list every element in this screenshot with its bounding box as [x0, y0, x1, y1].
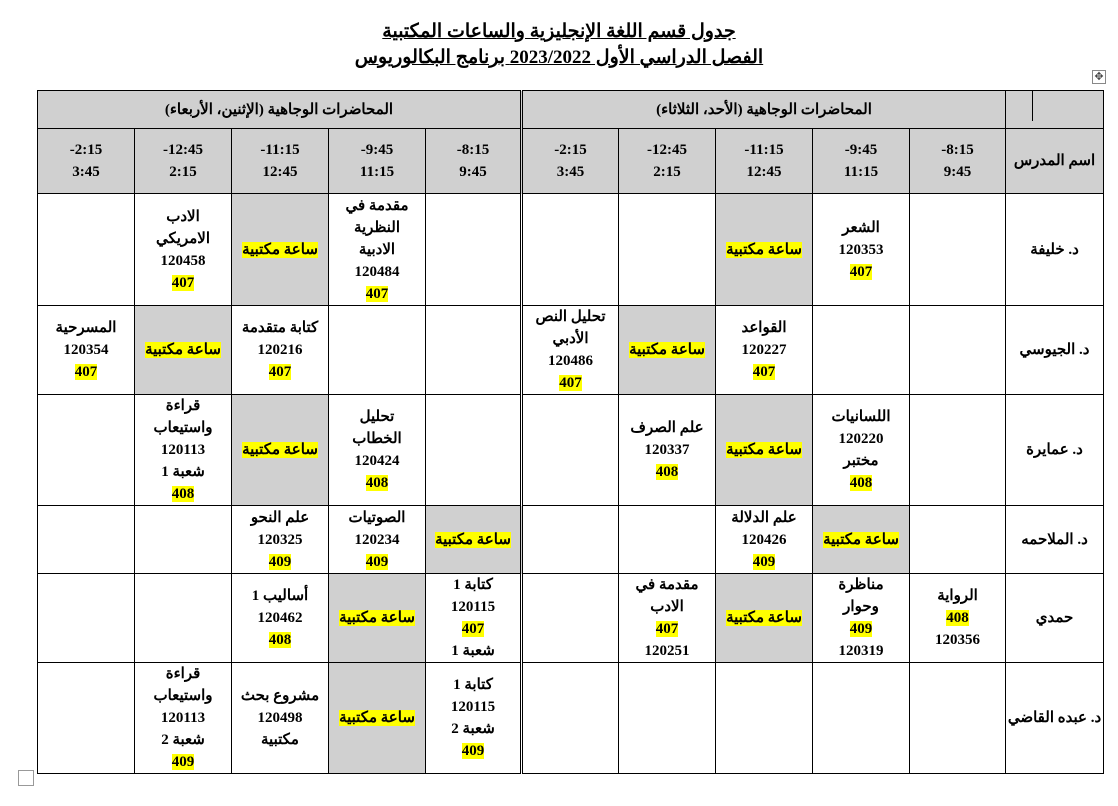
room-line	[329, 551, 425, 573]
room-number: 408	[171, 486, 195, 502]
teacher-name: د. خليفة	[1006, 194, 1104, 306]
empty-cell	[426, 194, 522, 306]
empty-cell	[522, 395, 619, 506]
course-line: كتابة 1	[453, 677, 493, 693]
room-line	[232, 551, 328, 573]
course-line: شعبة 2	[161, 732, 205, 748]
group-header-sun-tue: المحاضرات الوجاهية (الأحد، الثلاثاء)	[522, 91, 1006, 129]
time-slot-row	[38, 129, 1104, 194]
time-slot-start: 8:15-	[456, 142, 490, 158]
empty-cell	[910, 194, 1006, 306]
room-number: 409	[849, 621, 873, 637]
course-cell	[135, 395, 232, 506]
course-line: 120113	[160, 710, 206, 726]
course-line: 120353	[838, 241, 884, 258]
teacher-name: د. عبده القاضي	[1006, 663, 1104, 774]
room-number: 408	[268, 632, 292, 648]
empty-cell	[813, 306, 910, 395]
course-line: الادبية	[358, 241, 396, 258]
office-hour-label: ساعة مكتبية	[629, 342, 705, 358]
empty-cell	[619, 506, 716, 574]
course-line: القواعد	[741, 320, 787, 336]
course-line: 120325	[257, 531, 303, 548]
office-hour-cell	[135, 306, 232, 395]
room-line	[619, 461, 715, 483]
time-slot-end: 11:15	[843, 164, 879, 180]
course-line: تحليل النص	[535, 309, 606, 325]
course-cell	[522, 306, 619, 395]
course-cell	[329, 194, 426, 306]
course-line: 120458	[160, 252, 206, 269]
table-move-handle-icon[interactable]: ✥	[1092, 70, 1106, 84]
course-line: واستيعاب	[153, 420, 213, 436]
empty-cell	[38, 506, 135, 574]
course-line: الرواية	[937, 588, 978, 604]
time-slot-header	[619, 129, 716, 194]
room-number: 407	[461, 621, 485, 637]
time-slot-end: 2:15	[653, 164, 681, 180]
teacher-name: د. عمايرة	[1006, 395, 1104, 506]
schedule-table	[37, 90, 1104, 774]
time-slot-end: 2:15	[169, 164, 197, 180]
course-line: 120220	[838, 431, 884, 447]
room-line	[716, 551, 812, 573]
time-slot-header	[232, 129, 329, 194]
office-hour-label: ساعة مكتبية	[339, 610, 415, 626]
course-line: مقدمة في	[345, 197, 409, 214]
room-line	[135, 272, 231, 294]
time-slot-end: 12:45	[746, 164, 782, 180]
teacher-name: د. الملاحمه	[1006, 506, 1104, 574]
room-line	[426, 618, 520, 640]
empty-cell	[38, 663, 135, 774]
empty-cell	[619, 663, 716, 774]
table-row	[38, 506, 1104, 574]
teacher-name: د. الجيوسي	[1006, 306, 1104, 395]
time-slot-start: 2:15-	[69, 142, 103, 158]
office-hour-label: ساعة مكتبية	[435, 531, 511, 548]
course-line: 120484	[354, 263, 400, 280]
course-line: مختبر	[843, 453, 879, 469]
course-cell	[38, 306, 135, 395]
time-slot-start: 9:45-	[844, 142, 878, 158]
room-number: 407	[849, 263, 873, 280]
course-cell	[135, 194, 232, 306]
room-line	[523, 372, 618, 394]
room-line	[135, 483, 231, 505]
office-hour-cell	[329, 663, 426, 774]
room-number: 408	[849, 475, 873, 491]
course-line: شعبة 1	[451, 643, 495, 659]
office-hour-cell	[619, 306, 716, 395]
room-number: 409	[365, 553, 389, 570]
course-line: اللسانيات	[831, 409, 891, 425]
room-line	[910, 607, 1005, 629]
empty-cell	[426, 395, 522, 506]
office-hour-cell	[716, 194, 813, 306]
room-number: 408	[365, 475, 389, 491]
room-line	[38, 361, 134, 383]
office-hour-cell	[232, 395, 329, 506]
office-hour-cell	[329, 574, 426, 663]
course-line: الشعر	[842, 219, 880, 236]
course-cell	[329, 506, 426, 574]
course-line: النظرية	[353, 219, 401, 236]
course-line: الأدبي	[552, 331, 589, 347]
course-cell	[813, 194, 910, 306]
course-cell	[426, 574, 522, 663]
room-number: 407	[74, 364, 98, 380]
course-line: الامريكي	[156, 230, 210, 247]
teacher-column-header: اسم المدرس	[1006, 129, 1104, 194]
course-line: أساليب 1	[251, 588, 309, 604]
course-cell	[232, 663, 329, 774]
time-slot-start: 9:45-	[360, 142, 394, 158]
course-line: 120424	[354, 453, 400, 469]
empty-cell	[910, 306, 1006, 395]
course-cell	[619, 574, 716, 663]
time-slot-header	[813, 129, 910, 194]
room-number: 407	[655, 621, 679, 637]
time-slot-start: 12:45-	[647, 142, 688, 158]
empty-cell	[329, 306, 426, 395]
table-row	[38, 194, 1104, 306]
course-line: 120462	[257, 610, 303, 626]
empty-cell	[522, 506, 619, 574]
teacher-name: حمدي	[1006, 574, 1104, 663]
course-cell	[716, 306, 813, 395]
course-line: 120498	[257, 710, 303, 726]
course-line: 120216	[257, 342, 303, 358]
empty-cell	[522, 663, 619, 774]
office-hour-label: ساعة مكتبية	[726, 610, 802, 626]
document-subtitle: الفصل الدراسي الأول 2023/2022 برنامج البكالوريوس	[354, 47, 764, 68]
time-slot-start: 11:15-	[744, 142, 784, 158]
course-cell	[910, 574, 1006, 663]
office-hour-cell	[232, 194, 329, 306]
group-header-row	[38, 91, 1104, 129]
time-slot-end: 9:45	[943, 164, 972, 180]
table-row	[38, 395, 1104, 506]
course-line: 120113	[160, 442, 206, 458]
empty-cell	[426, 306, 522, 395]
room-number: 407	[752, 364, 776, 380]
course-line: 120337	[644, 442, 690, 458]
room-number: 408	[655, 464, 679, 480]
course-line: علم الدلالة	[731, 509, 797, 526]
time-slot-header	[38, 129, 135, 194]
room-line	[426, 740, 520, 762]
empty-cell	[522, 574, 619, 663]
corner-cell	[1006, 91, 1104, 129]
course-line: 120227	[741, 342, 787, 358]
course-line: 120319	[838, 643, 884, 659]
time-slot-header	[135, 129, 232, 194]
empty-cell	[135, 574, 232, 663]
office-hour-label: ساعة مكتبية	[823, 531, 899, 548]
paragraph-mark	[18, 770, 34, 786]
course-line: كتابة متقدمة	[241, 320, 319, 336]
empty-cell	[38, 194, 135, 306]
course-line: الخطاب	[352, 431, 402, 447]
course-line: علم الصرف	[630, 420, 704, 436]
office-hour-label: ساعة مكتبية	[242, 442, 318, 458]
time-slot-end: 12:45	[262, 164, 298, 180]
time-slot-start: 12:45-	[163, 142, 203, 158]
course-line: 120115	[450, 599, 496, 615]
room-number: 407	[268, 364, 292, 380]
time-slot-end: 3:45	[556, 164, 585, 180]
table-row	[38, 574, 1104, 663]
course-line: مقدمة في	[635, 577, 699, 593]
room-line	[813, 261, 909, 283]
office-hour-label: ساعة مكتبية	[726, 442, 802, 458]
room-number: 407	[559, 375, 582, 391]
time-slot-end: 11:15	[359, 164, 395, 180]
room-number: 409	[752, 553, 776, 570]
room-line	[813, 618, 909, 640]
room-number: 408	[946, 610, 969, 626]
course-cell	[426, 663, 522, 774]
empty-cell	[38, 574, 135, 663]
room-line	[329, 472, 425, 494]
empty-cell	[716, 663, 813, 774]
office-hour-cell	[716, 395, 813, 506]
course-line: الادب	[166, 208, 200, 225]
empty-cell	[522, 194, 619, 306]
room-number: 407	[365, 285, 389, 302]
time-slot-header	[329, 129, 426, 194]
course-cell	[813, 395, 910, 506]
time-slot-end: 9:45	[459, 164, 487, 180]
course-line: قراءة	[165, 666, 201, 682]
course-cell	[619, 395, 716, 506]
empty-cell	[135, 506, 232, 574]
office-hour-cell	[813, 506, 910, 574]
room-line	[135, 751, 231, 773]
office-hour-label: ساعة مكتبية	[726, 241, 802, 258]
room-line	[813, 472, 909, 494]
course-line: وحوار	[843, 599, 879, 615]
course-line: 120356	[935, 632, 981, 648]
time-slot-start: 2:15-	[554, 142, 587, 158]
time-slot-header	[910, 129, 1006, 194]
room-line	[232, 629, 328, 651]
document-title: جدول قسم اللغة الإنجليزية والساعات المكتبية	[382, 21, 736, 42]
group-header-mon-wed: المحاضرات الوجاهية (الإثنين، الأربعاء)	[38, 91, 522, 129]
room-number: 409	[171, 754, 195, 770]
course-line: 120486	[548, 353, 593, 369]
course-line: تحليل	[359, 409, 395, 425]
course-line: قراءة	[165, 398, 201, 414]
course-line: الصوتيات	[348, 509, 406, 526]
course-line: 120251	[644, 643, 690, 659]
room-number: 409	[268, 553, 292, 570]
time-slot-header	[522, 129, 619, 194]
course-line: 120426	[741, 531, 787, 548]
course-cell	[135, 663, 232, 774]
course-cell	[232, 574, 329, 663]
office-hour-label: ساعة مكتبية	[242, 241, 318, 258]
empty-cell	[910, 506, 1006, 574]
course-cell	[813, 574, 910, 663]
course-cell	[716, 506, 813, 574]
empty-cell	[910, 663, 1006, 774]
time-slot-end: 3:45	[72, 164, 100, 180]
room-line	[329, 283, 425, 305]
room-line	[232, 361, 328, 383]
time-slot-header	[716, 129, 813, 194]
office-hour-cell	[426, 506, 522, 574]
course-line: شعبة 2	[451, 721, 495, 737]
office-hour-label: ساعة مكتبية	[339, 710, 415, 726]
time-slot-start: 11:15-	[260, 142, 300, 158]
course-line: 120354	[63, 342, 109, 358]
course-line: كتابة 1	[453, 577, 493, 593]
course-line: 120115	[450, 699, 496, 715]
office-hour-cell	[716, 574, 813, 663]
table-row	[38, 663, 1104, 774]
time-slot-start: 8:15-	[941, 142, 974, 158]
empty-cell	[619, 194, 716, 306]
course-line: مكتبية	[261, 732, 299, 748]
course-line: مناظرة	[838, 577, 884, 593]
empty-cell	[910, 395, 1006, 506]
course-line: 120234	[354, 531, 400, 548]
room-line	[716, 361, 812, 383]
course-line: شعبة 1	[161, 464, 205, 480]
course-line: مشروع بحث	[240, 688, 320, 704]
office-hour-label: ساعة مكتبية	[145, 342, 221, 358]
empty-cell	[813, 663, 910, 774]
room-number: 407	[171, 274, 195, 291]
course-cell	[232, 306, 329, 395]
course-line: واستيعاب	[153, 688, 213, 704]
course-cell	[329, 395, 426, 506]
course-line: المسرحية	[55, 320, 117, 336]
empty-cell	[38, 395, 135, 506]
course-line: الادب	[650, 599, 684, 615]
room-number: 409	[461, 743, 485, 759]
table-row	[38, 306, 1104, 395]
time-slot-header	[426, 129, 522, 194]
course-cell	[232, 506, 329, 574]
course-line: علم النحو	[250, 509, 310, 526]
room-line	[619, 618, 715, 640]
